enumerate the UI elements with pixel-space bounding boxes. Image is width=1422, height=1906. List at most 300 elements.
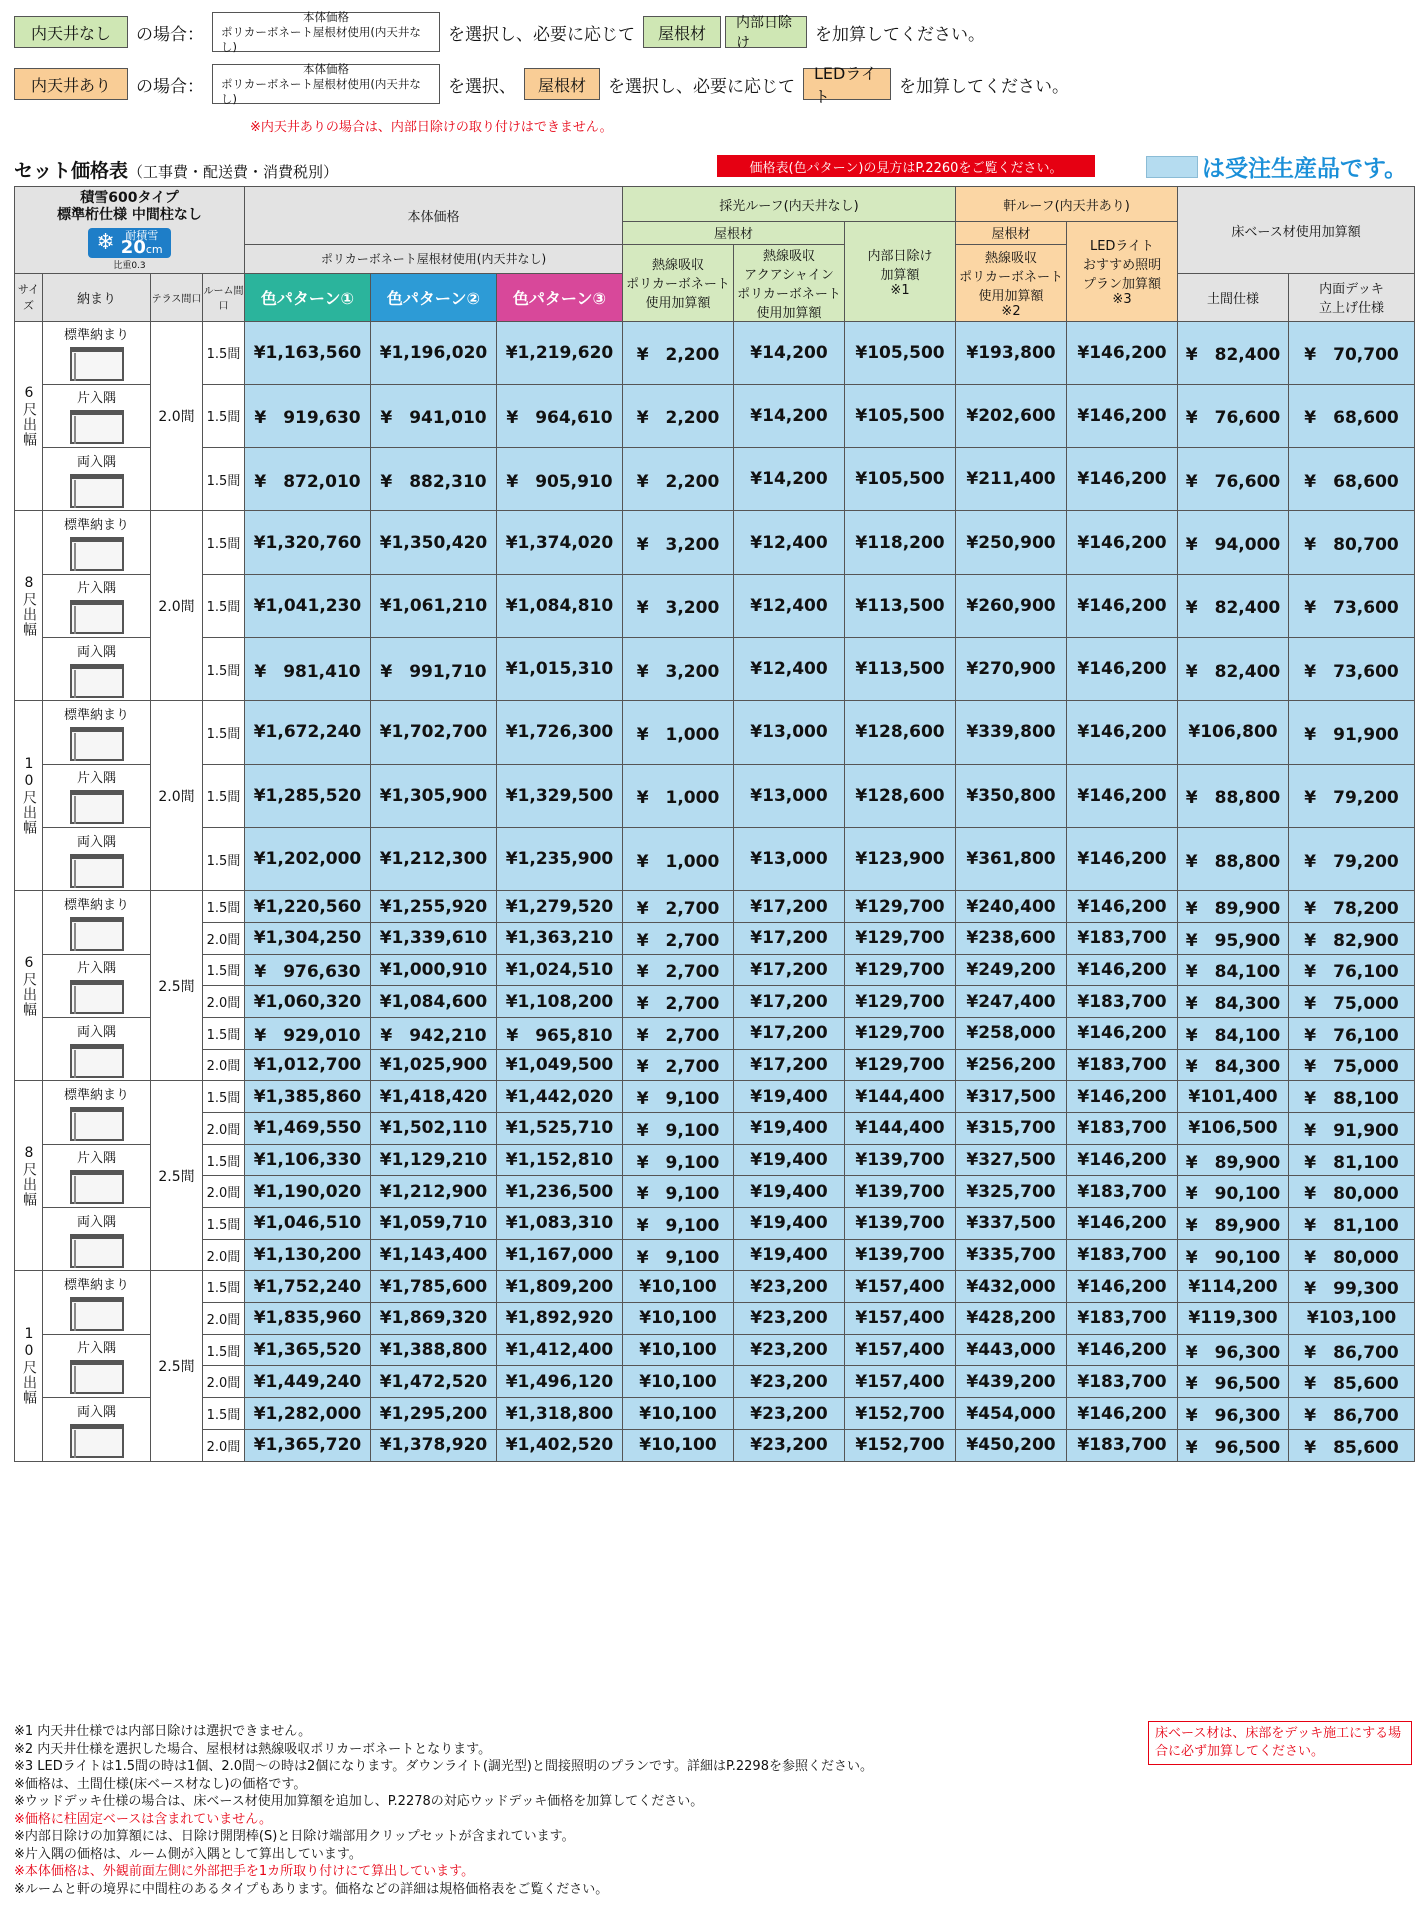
price-cell: ¥1,041,230 xyxy=(245,574,371,637)
price-cell: ¥ 89,900 xyxy=(1178,1144,1289,1176)
osamari-label: 標準納まり xyxy=(63,1278,129,1294)
price-cell: ¥ 84,300 xyxy=(1178,986,1289,1018)
table-row xyxy=(15,701,1415,764)
price-cell: ¥23,200 xyxy=(734,1271,845,1303)
osamari-cell xyxy=(43,1398,151,1461)
price-cell: ¥157,400 xyxy=(845,1303,956,1335)
badge-with-ceiling: 内天井あり xyxy=(14,68,128,100)
price-cell: ¥1,084,600 xyxy=(371,986,497,1018)
price-cell: ¥1,152,810 xyxy=(497,1144,623,1176)
table-row xyxy=(15,574,1415,637)
price-cell: ¥146,200 xyxy=(1067,1334,1178,1366)
price-cell: ¥ 99,300 xyxy=(1289,1271,1415,1303)
osamari-diagram-icon xyxy=(70,917,124,951)
price-cell: ¥ 91,900 xyxy=(1289,1112,1415,1144)
title-subtitle: （工事費・配送費・消費税別） xyxy=(128,163,339,181)
price-cell: ¥129,700 xyxy=(845,922,956,954)
price-cell: ¥1,809,200 xyxy=(497,1271,623,1303)
osamari-label: 片入隅 xyxy=(76,581,116,597)
price-cell: ¥439,200 xyxy=(956,1366,1067,1398)
price-cell: ¥ 981,410 xyxy=(245,637,371,700)
price-cell: ¥146,200 xyxy=(1067,448,1178,511)
price-cell: ¥1,220,560 xyxy=(245,891,371,923)
price-cell: ¥1,255,920 xyxy=(371,891,497,923)
osamari-diagram-icon xyxy=(70,664,124,698)
price-cell: ¥ 82,400 xyxy=(1178,321,1289,384)
price-cell: ¥1,130,200 xyxy=(245,1239,371,1271)
table-row xyxy=(15,922,1415,954)
price-cell: ¥105,500 xyxy=(845,448,956,511)
header-terrace: テラス間口 xyxy=(151,274,203,321)
price-cell: ¥1,236,500 xyxy=(497,1176,623,1208)
price-cell: ¥ 94,000 xyxy=(1178,511,1289,574)
terrace-cell: 2.5間 xyxy=(151,891,203,1081)
price-cell: ¥146,200 xyxy=(1067,1398,1178,1430)
price-cell: ¥1,163,560 xyxy=(245,321,371,384)
price-cell: ¥12,400 xyxy=(734,574,845,637)
footnote: ※1 内天井仕様では内部日除けは選択できません。 xyxy=(14,1724,312,1739)
price-cell: ¥146,200 xyxy=(1067,1271,1178,1303)
price-cell: ¥1,442,020 xyxy=(497,1081,623,1113)
price-cell: ¥1,305,900 xyxy=(371,764,497,827)
color-pattern-note: 価格表(色パターン)の見方はP.2260をご覧ください。 xyxy=(717,155,1095,177)
room-cell: 1.5間 xyxy=(203,384,245,447)
price-cell: ¥443,000 xyxy=(956,1334,1067,1366)
price-cell: ¥1,000,910 xyxy=(371,954,497,986)
price-cell: ¥183,700 xyxy=(1067,1049,1178,1081)
body-price-box: 本体価格 ポリカーボネート屋根材使用(内天井なし) xyxy=(212,12,440,52)
price-cell: ¥146,200 xyxy=(1067,574,1178,637)
price-cell: ¥ 82,900 xyxy=(1289,922,1415,954)
price-cell: ¥1,672,240 xyxy=(245,701,371,764)
price-cell: ¥ 96,300 xyxy=(1178,1398,1289,1430)
price-cell: ¥ 941,010 xyxy=(371,384,497,447)
price-cell: ¥ 2,700 xyxy=(623,1049,734,1081)
price-cell: ¥ 68,600 xyxy=(1289,384,1415,447)
size-cell: 8尺出幅 xyxy=(15,511,43,701)
price-cell: ¥250,900 xyxy=(956,511,1067,574)
table-row xyxy=(15,1144,1415,1176)
price-table-body xyxy=(15,321,1415,1461)
osamari-label: 両入隅 xyxy=(76,1024,116,1040)
price-cell: ¥183,700 xyxy=(1067,1366,1178,1398)
price-cell: ¥19,400 xyxy=(734,1144,845,1176)
osamari-diagram-icon xyxy=(70,790,124,824)
room-cell: 1.5間 xyxy=(203,1144,245,1176)
osamari-diagram-icon xyxy=(70,474,124,508)
floor-base-note: 床ベース材は、床部をデッキ施工にする場合に必ず加算してください。 xyxy=(1148,1721,1412,1765)
header-polycarbonate: ポリカーボネート屋根材使用(内天井なし) xyxy=(245,244,623,274)
price-cell: ¥146,200 xyxy=(1067,701,1178,764)
osamari-cell xyxy=(43,1144,151,1207)
price-cell: ¥183,700 xyxy=(1067,1176,1178,1208)
legend-swatch xyxy=(1146,156,1198,178)
snowflake-icon: ❄ xyxy=(96,229,115,255)
price-cell: ¥183,700 xyxy=(1067,1429,1178,1461)
osamari-diagram-icon xyxy=(70,727,124,761)
badge-roof-material: 屋根材 xyxy=(643,16,721,48)
price-cell: ¥17,200 xyxy=(734,1049,845,1081)
price-cell: ¥ 96,300 xyxy=(1178,1334,1289,1366)
price-cell: ¥1,702,700 xyxy=(371,701,497,764)
header-led: LEDライト おすすめ照明 プラン加算額 ※3 xyxy=(1067,222,1178,322)
room-cell: 2.0間 xyxy=(203,1176,245,1208)
price-cell: ¥ 9,100 xyxy=(623,1208,734,1240)
price-cell: ¥ 76,600 xyxy=(1178,448,1289,511)
instruction-text: を選択し、必要に応じて xyxy=(448,24,635,45)
price-cell: ¥1,892,920 xyxy=(497,1303,623,1335)
room-cell: 2.0間 xyxy=(203,1112,245,1144)
table-row xyxy=(15,827,1415,890)
price-cell: ¥1,785,600 xyxy=(371,1271,497,1303)
osamari-label: 両入隅 xyxy=(76,454,116,470)
osamari-cell xyxy=(43,1334,151,1397)
price-cell: ¥1,167,000 xyxy=(497,1239,623,1271)
price-cell: ¥1,402,520 xyxy=(497,1429,623,1461)
price-cell: ¥ 81,100 xyxy=(1289,1208,1415,1240)
price-cell: ¥211,400 xyxy=(956,448,1067,511)
price-cell: ¥ 76,100 xyxy=(1289,954,1415,986)
price-cell: ¥1,350,420 xyxy=(371,511,497,574)
footnote: ※ルームと軒の境界に中間柱のあるタイプもあります。価格などの詳細は規格価格表をご覧ください。 xyxy=(14,1881,609,1897)
price-cell: ¥1,378,920 xyxy=(371,1429,497,1461)
terrace-cell: 2.0間 xyxy=(151,701,203,891)
price-cell: ¥23,200 xyxy=(734,1398,845,1430)
price-cell: ¥ 79,200 xyxy=(1289,764,1415,827)
room-cell: 1.5間 xyxy=(203,1081,245,1113)
price-cell: ¥ 84,100 xyxy=(1178,1017,1289,1049)
room-cell: 1.5間 xyxy=(203,448,245,511)
price-cell: ¥ 80,700 xyxy=(1289,511,1415,574)
osamari-label: 片入隅 xyxy=(76,1341,116,1357)
price-cell: ¥ 85,600 xyxy=(1289,1429,1415,1461)
table-row xyxy=(15,1303,1415,1335)
osamari-label: 片入隅 xyxy=(76,391,116,407)
made-to-order-legend: は受注生産品です。 xyxy=(1146,150,1407,183)
room-cell: 1.5間 xyxy=(203,574,245,637)
osamari-cell xyxy=(43,764,151,827)
price-cell: ¥19,400 xyxy=(734,1176,845,1208)
price-cell: ¥ 2,700 xyxy=(623,1017,734,1049)
price-cell: ¥ 88,800 xyxy=(1178,764,1289,827)
price-cell: ¥ 70,700 xyxy=(1289,321,1415,384)
price-cell: ¥1,339,610 xyxy=(371,922,497,954)
price-cell: ¥129,700 xyxy=(845,1017,956,1049)
price-cell: ¥ 1,000 xyxy=(623,701,734,764)
table-row xyxy=(15,1049,1415,1081)
price-cell: ¥ 96,500 xyxy=(1178,1366,1289,1398)
table-row xyxy=(15,1017,1415,1049)
osamari-diagram-icon xyxy=(70,600,124,634)
price-cell: ¥1,060,320 xyxy=(245,986,371,1018)
price-cell: ¥129,700 xyxy=(845,1049,956,1081)
price-cell: ¥10,100 xyxy=(623,1366,734,1398)
room-cell: 1.5間 xyxy=(203,891,245,923)
price-cell: ¥ 1,000 xyxy=(623,764,734,827)
price-cell: ¥ 84,300 xyxy=(1178,1049,1289,1081)
header-noki-roof: 軒ルーフ(内天井あり) xyxy=(956,187,1178,222)
size-cell: 8尺出幅 xyxy=(15,1081,43,1271)
price-cell: ¥146,200 xyxy=(1067,384,1178,447)
osamari-cell xyxy=(43,1208,151,1271)
price-cell: ¥113,500 xyxy=(845,637,956,700)
price-cell: ¥103,100 xyxy=(1289,1303,1415,1335)
case-label: の場合： xyxy=(136,76,204,97)
footnote: ※内部日除けの加算額には、日除け開閉棒(S)と日除け端部用クリップセットが含まれています。 xyxy=(14,1829,575,1844)
price-cell: ¥1,279,520 xyxy=(497,891,623,923)
price-cell: ¥ 965,810 xyxy=(497,1017,623,1049)
price-cell: ¥14,200 xyxy=(734,384,845,447)
table-row xyxy=(15,1366,1415,1398)
price-cell: ¥23,200 xyxy=(734,1366,845,1398)
osamari-diagram-icon xyxy=(70,854,124,888)
osamari-label: 両入隅 xyxy=(76,644,116,660)
osamari-label: 片入隅 xyxy=(76,771,116,787)
price-cell: ¥ 9,100 xyxy=(623,1112,734,1144)
osamari-label: 標準納まり xyxy=(63,707,129,723)
page-title: セット価格表（工事費・配送費・消費税別） xyxy=(14,160,339,182)
price-cell: ¥139,700 xyxy=(845,1176,956,1208)
price-cell: ¥1,202,000 xyxy=(245,827,371,890)
osamari-cell xyxy=(43,954,151,1017)
price-cell: ¥1,320,760 xyxy=(245,511,371,574)
price-cell: ¥1,129,210 xyxy=(371,1144,497,1176)
price-cell: ¥ 919,630 xyxy=(245,384,371,447)
body-price-box: 本体価格 ポリカーボネート屋根材使用(内天井なし) xyxy=(212,64,440,104)
instruction-text: を加算してください。 xyxy=(815,24,985,45)
header-inner-shade: 内部日除け 加算額 ※1 xyxy=(845,222,956,322)
table-row xyxy=(15,891,1415,923)
osamari-label: 標準納まり xyxy=(63,1087,129,1103)
price-cell: ¥10,100 xyxy=(623,1303,734,1335)
osamari-diagram-icon xyxy=(70,1107,124,1141)
price-cell: ¥129,700 xyxy=(845,891,956,923)
price-cell: ¥ 75,000 xyxy=(1289,986,1415,1018)
price-cell: ¥12,400 xyxy=(734,511,845,574)
price-cell: ¥ 9,100 xyxy=(623,1081,734,1113)
header-aqua-poly: 熱線吸収 アクアシャイン ポリカーボネート 使用加算額 xyxy=(734,244,845,321)
price-cell: ¥1,449,240 xyxy=(245,1366,371,1398)
room-cell: 1.5間 xyxy=(203,1271,245,1303)
price-cell: ¥1,726,300 xyxy=(497,701,623,764)
price-cell: ¥146,200 xyxy=(1067,1208,1178,1240)
price-cell: ¥ 976,630 xyxy=(245,954,371,986)
header-roof-material: 屋根材 xyxy=(623,222,845,245)
osamari-label: 標準納まり xyxy=(63,518,129,534)
instruction-text: を選択し、必要に応じて xyxy=(608,76,795,97)
price-cell: ¥12,400 xyxy=(734,637,845,700)
price-cell: ¥1,525,710 xyxy=(497,1112,623,1144)
price-cell: ¥ 90,100 xyxy=(1178,1239,1289,1271)
osamari-label: 片入隅 xyxy=(76,961,116,977)
table-row xyxy=(15,321,1415,384)
header-saiko-roof: 採光ルーフ(内天井なし) xyxy=(623,187,956,222)
price-cell: ¥1,143,400 xyxy=(371,1239,497,1271)
price-cell: ¥146,200 xyxy=(1067,827,1178,890)
room-cell: 1.5間 xyxy=(203,954,245,986)
room-cell: 2.0間 xyxy=(203,1366,245,1398)
price-cell: ¥157,400 xyxy=(845,1271,956,1303)
price-cell: ¥ 68,600 xyxy=(1289,448,1415,511)
price-cell: ¥1,012,700 xyxy=(245,1049,371,1081)
price-cell: ¥ 2,700 xyxy=(623,954,734,986)
footnote: ※本体価格は、外観前面左側に外部把手を1カ所取り付けにて算出しています。 xyxy=(14,1864,475,1879)
osamari-diagram-icon xyxy=(70,410,124,444)
price-cell: ¥113,500 xyxy=(845,574,956,637)
price-cell: ¥146,200 xyxy=(1067,1017,1178,1049)
osamari-cell xyxy=(43,511,151,574)
header-floor-base: 床ベース材使用加算額 xyxy=(1178,187,1415,274)
terrace-cell: 2.5間 xyxy=(151,1271,203,1461)
room-cell: 1.5間 xyxy=(203,321,245,384)
price-cell: ¥157,400 xyxy=(845,1334,956,1366)
price-cell: ¥144,400 xyxy=(845,1081,956,1113)
table-corner: 積雪600タイプ 標準桁仕様 中間柱なし ❄ 耐積雪 20cm 比重0.3 xyxy=(15,187,245,274)
price-cell: ¥ 75,000 xyxy=(1289,1049,1415,1081)
price-cell: ¥146,200 xyxy=(1067,954,1178,986)
price-cell: ¥13,000 xyxy=(734,764,845,827)
badge-inner-shade: 内部日除け xyxy=(725,16,807,48)
price-cell: ¥247,400 xyxy=(956,986,1067,1018)
price-cell: ¥ 86,700 xyxy=(1289,1334,1415,1366)
price-cell: ¥1,219,620 xyxy=(497,321,623,384)
table-row xyxy=(15,1239,1415,1271)
header-osamari: 納まり xyxy=(43,274,151,321)
price-cell: ¥454,000 xyxy=(956,1398,1067,1430)
price-cell: ¥10,100 xyxy=(623,1429,734,1461)
price-cell: ¥13,000 xyxy=(734,827,845,890)
price-cell: ¥ 80,000 xyxy=(1289,1239,1415,1271)
no-shade-note: ※内天井ありの場合は、内部日除けの取り付けはできません。 xyxy=(250,120,613,135)
price-cell: ¥337,500 xyxy=(956,1208,1067,1240)
osamari-cell xyxy=(43,448,151,511)
price-cell: ¥183,700 xyxy=(1067,1112,1178,1144)
price-cell: ¥ 9,100 xyxy=(623,1144,734,1176)
price-cell: ¥1,046,510 xyxy=(245,1208,371,1240)
price-cell: ¥ 89,900 xyxy=(1178,1208,1289,1240)
room-cell: 1.5間 xyxy=(203,827,245,890)
price-cell: ¥193,800 xyxy=(956,321,1067,384)
price-cell: ¥19,400 xyxy=(734,1208,845,1240)
price-cell: ¥1,059,710 xyxy=(371,1208,497,1240)
price-cell: ¥ 964,610 xyxy=(497,384,623,447)
price-cell: ¥1,235,900 xyxy=(497,827,623,890)
price-cell: ¥23,200 xyxy=(734,1303,845,1335)
price-cell: ¥1,502,110 xyxy=(371,1112,497,1144)
table-row xyxy=(15,1176,1415,1208)
price-cell: ¥ 81,100 xyxy=(1289,1144,1415,1176)
size-cell: 6尺出幅 xyxy=(15,321,43,511)
price-cell: ¥1,869,320 xyxy=(371,1303,497,1335)
osamari-cell xyxy=(43,574,151,637)
badge-roof-material: 屋根材 xyxy=(524,68,600,100)
price-cell: ¥157,400 xyxy=(845,1366,956,1398)
price-cell: ¥ 9,100 xyxy=(623,1239,734,1271)
osamari-diagram-icon xyxy=(70,347,124,381)
price-cell: ¥17,200 xyxy=(734,922,845,954)
price-cell: ¥361,800 xyxy=(956,827,1067,890)
room-cell: 2.0間 xyxy=(203,922,245,954)
price-cell: ¥ 86,700 xyxy=(1289,1398,1415,1430)
terrace-cell: 2.0間 xyxy=(151,511,203,701)
osamari-cell xyxy=(43,1271,151,1334)
price-cell: ¥19,400 xyxy=(734,1081,845,1113)
price-cell: ¥146,200 xyxy=(1067,637,1178,700)
price-cell: ¥ 73,600 xyxy=(1289,637,1415,700)
table-row xyxy=(15,384,1415,447)
room-cell: 2.0間 xyxy=(203,1239,245,1271)
room-cell: 2.0間 xyxy=(203,1429,245,1461)
price-cell: ¥ 76,100 xyxy=(1289,1017,1415,1049)
price-cell: ¥249,200 xyxy=(956,954,1067,986)
table-row xyxy=(15,448,1415,511)
price-cell: ¥1,285,520 xyxy=(245,764,371,827)
price-cell: ¥1,015,310 xyxy=(497,637,623,700)
table-row xyxy=(15,764,1415,827)
price-cell: ¥ 991,710 xyxy=(371,637,497,700)
price-cell: ¥1,385,860 xyxy=(245,1081,371,1113)
price-cell: ¥ 82,400 xyxy=(1178,574,1289,637)
price-cell: ¥ 3,200 xyxy=(623,637,734,700)
price-cell: ¥152,700 xyxy=(845,1398,956,1430)
price-cell: ¥183,700 xyxy=(1067,922,1178,954)
price-cell: ¥1,365,720 xyxy=(245,1429,371,1461)
price-cell: ¥1,374,020 xyxy=(497,511,623,574)
osamari-cell xyxy=(43,701,151,764)
price-cell: ¥335,700 xyxy=(956,1239,1067,1271)
price-cell: ¥17,200 xyxy=(734,891,845,923)
price-cell: ¥105,500 xyxy=(845,321,956,384)
price-cell: ¥ 929,010 xyxy=(245,1017,371,1049)
osamari-cell xyxy=(43,891,151,954)
price-cell: ¥ 872,010 xyxy=(245,448,371,511)
table-row xyxy=(15,954,1415,986)
price-cell: ¥106,500 xyxy=(1178,1112,1289,1144)
price-cell: ¥10,100 xyxy=(623,1334,734,1366)
price-cell: ¥317,500 xyxy=(956,1081,1067,1113)
price-cell: ¥ 88,100 xyxy=(1289,1081,1415,1113)
price-cell: ¥ 905,910 xyxy=(497,448,623,511)
room-cell: 1.5間 xyxy=(203,1334,245,1366)
price-cell: ¥ 73,600 xyxy=(1289,574,1415,637)
osamari-cell xyxy=(43,321,151,384)
price-cell: ¥146,200 xyxy=(1067,1081,1178,1113)
table-row xyxy=(15,511,1415,574)
price-cell: ¥1,106,330 xyxy=(245,1144,371,1176)
price-cell: ¥139,700 xyxy=(845,1144,956,1176)
room-cell: 1.5間 xyxy=(203,1398,245,1430)
price-cell: ¥260,900 xyxy=(956,574,1067,637)
price-cell: ¥ 88,800 xyxy=(1178,827,1289,890)
price-cell: ¥ 89,900 xyxy=(1178,891,1289,923)
price-cell: ¥1,835,960 xyxy=(245,1303,371,1335)
header-heat-poly-noki: 熱線吸収 ポリカーボネート 使用加算額 ※2 xyxy=(956,244,1067,321)
price-cell: ¥1,304,250 xyxy=(245,922,371,954)
table-row xyxy=(15,1271,1415,1303)
price-cell: ¥17,200 xyxy=(734,986,845,1018)
osamari-diagram-icon xyxy=(70,537,124,571)
price-cell: ¥1,212,300 xyxy=(371,827,497,890)
osamari-diagram-icon xyxy=(70,1360,124,1394)
price-cell: ¥1,365,520 xyxy=(245,1334,371,1366)
osamari-label: 両入隅 xyxy=(76,834,116,850)
price-cell: ¥23,200 xyxy=(734,1334,845,1366)
price-cell: ¥ 1,000 xyxy=(623,827,734,890)
price-cell: ¥1,025,900 xyxy=(371,1049,497,1081)
price-cell: ¥183,700 xyxy=(1067,1303,1178,1335)
room-cell: 1.5間 xyxy=(203,764,245,827)
terrace-cell: 2.5間 xyxy=(151,1081,203,1271)
